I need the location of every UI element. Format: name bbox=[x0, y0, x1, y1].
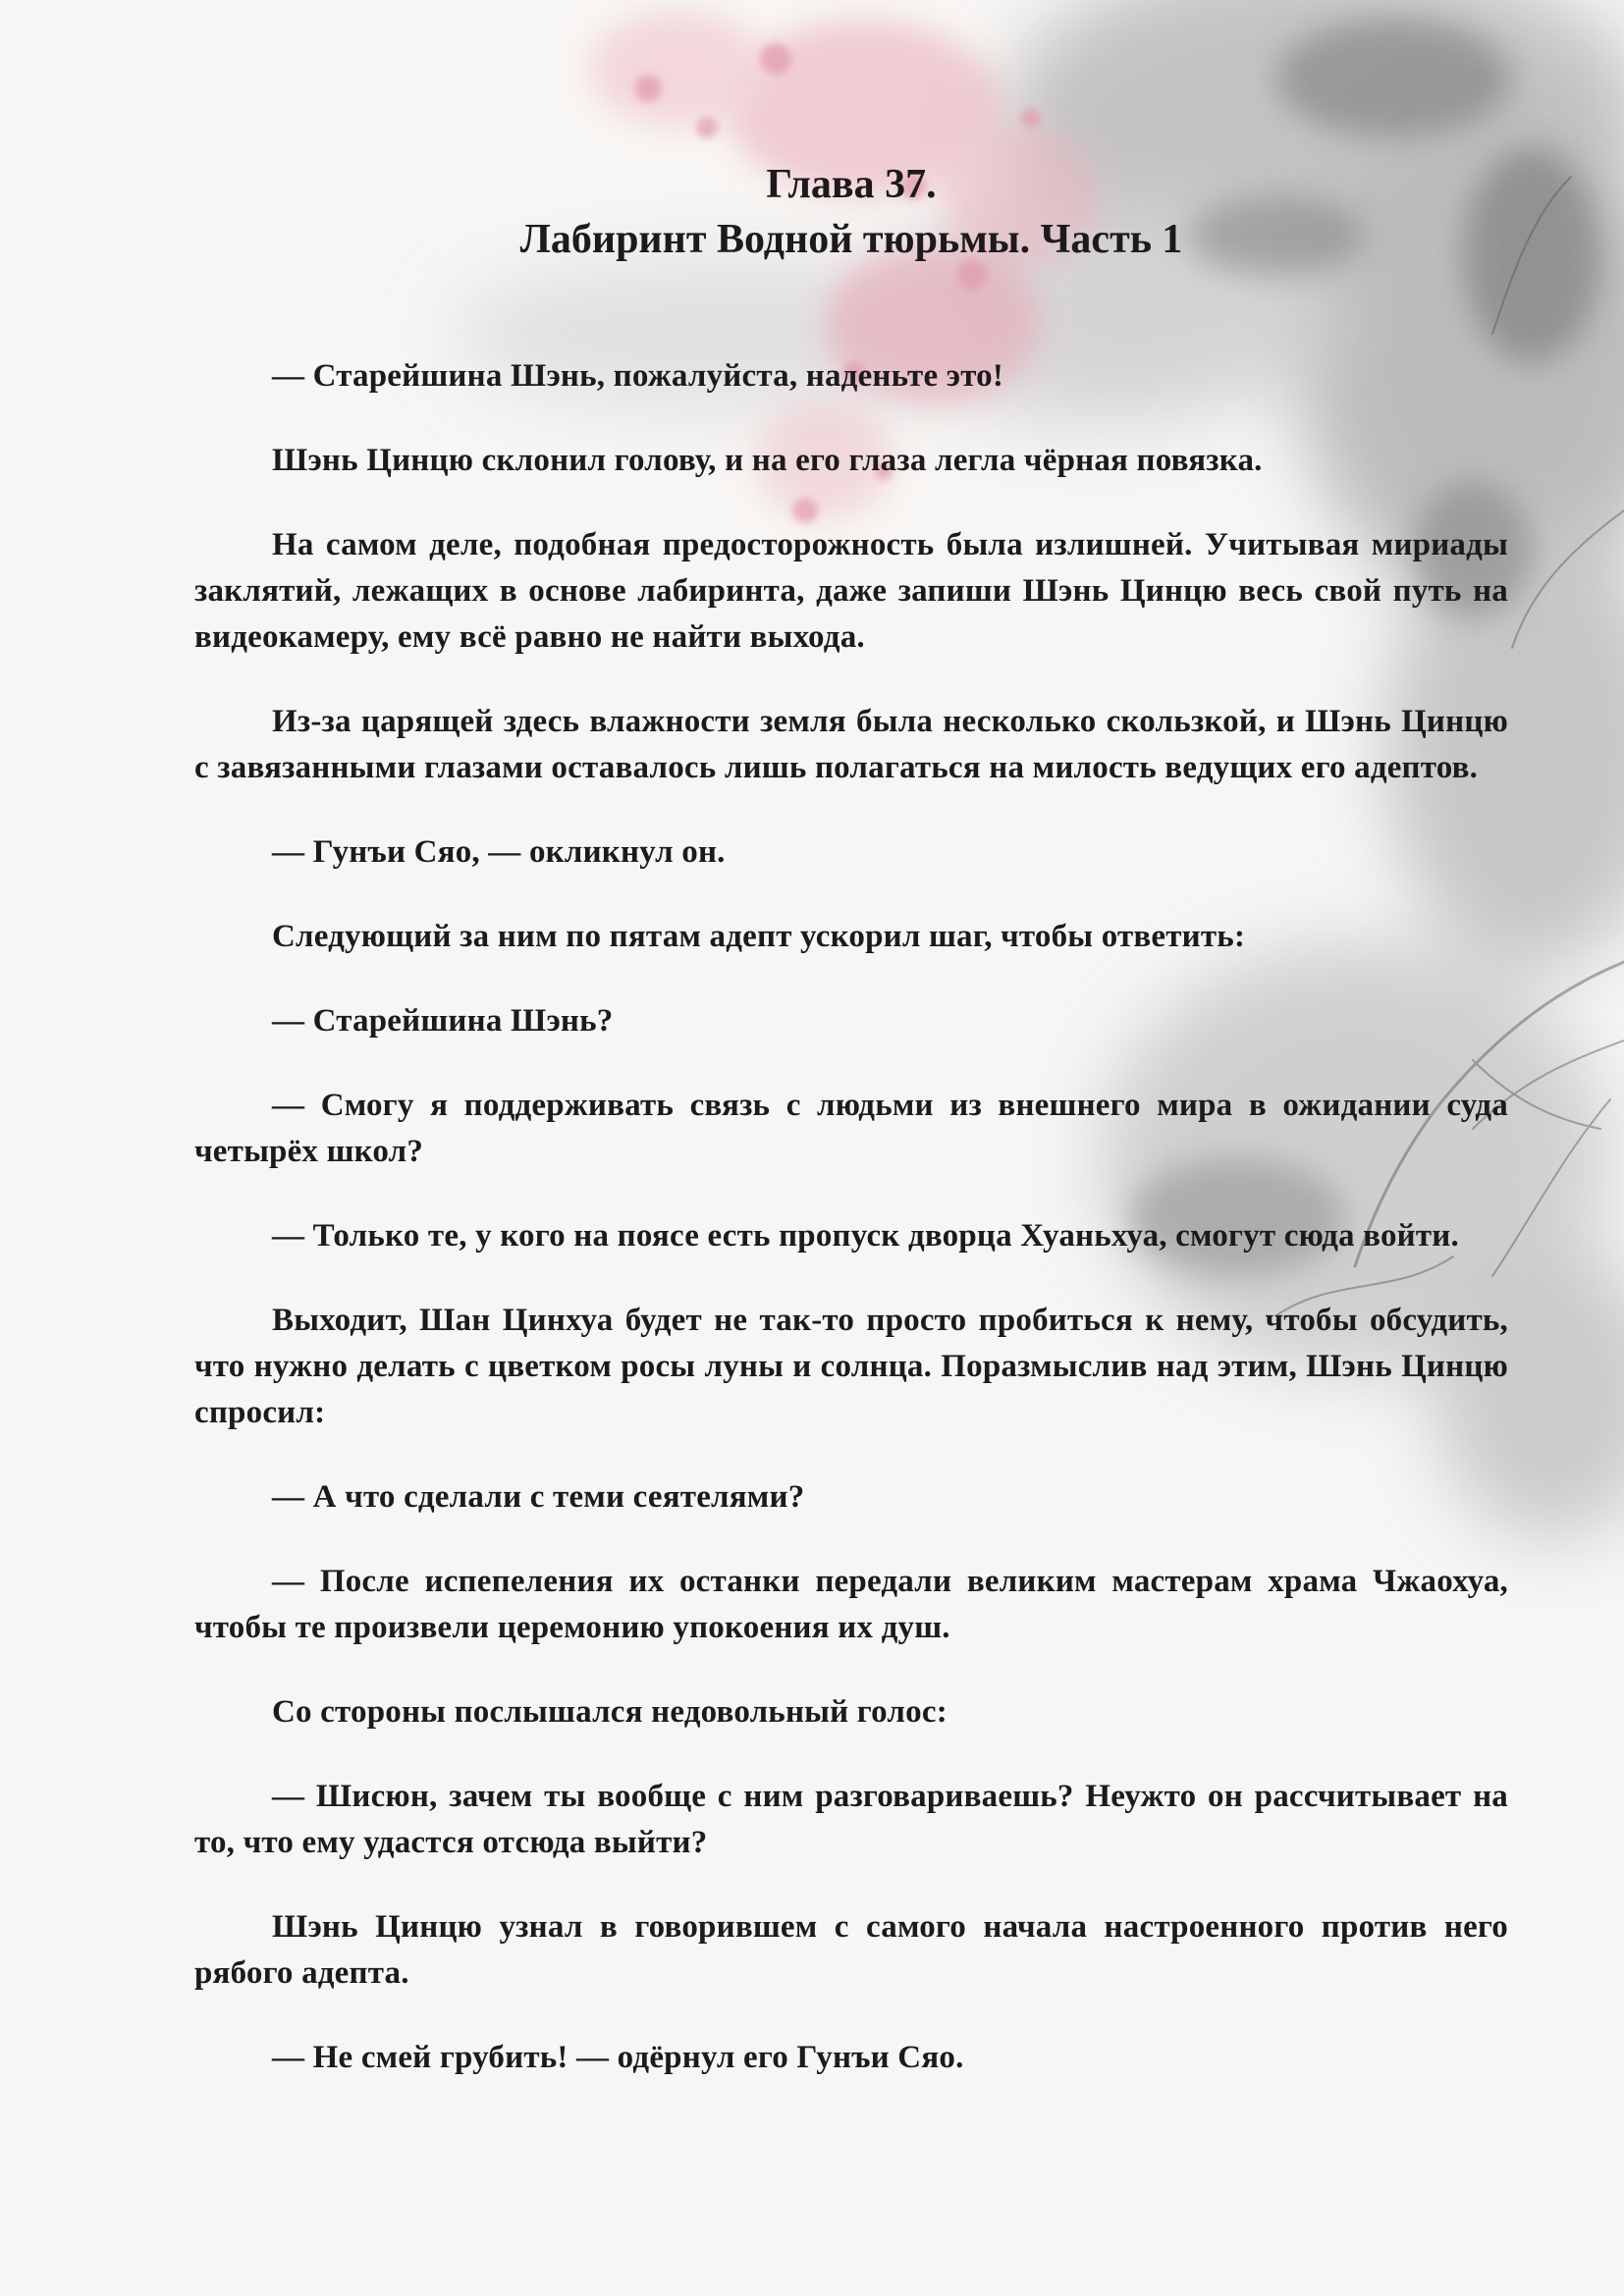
paragraph: — Шисюн, зачем ты вообще с ним разговариваешь? Неужто он рассчитывает на то, что ему удастся отсюда выйти? bbox=[194, 1779, 1508, 1860]
paragraph: Следующий за ним по пятам адепт ускорил шаг, чтобы ответить: bbox=[272, 919, 1246, 954]
chapter-title bbox=[194, 157, 1508, 267]
paragraph: Шэнь Цинцю узнал в говорившем с самого начала настроенного против него рябого адепта. bbox=[194, 1909, 1508, 1991]
chapter-page bbox=[194, 157, 1508, 2119]
chapter-number: Глава 37. bbox=[766, 162, 937, 207]
paragraph: — А что сделали с теми сеятелями? bbox=[272, 1479, 805, 1515]
chapter-subtitle: Лабиринт Водной тюрьмы. Часть 1 bbox=[519, 217, 1183, 262]
paragraph: — Гунъи Сяо, — окликнул он. bbox=[272, 834, 726, 870]
paragraph: — Не смей грубить! — одёрнул его Гунъи Сяо. bbox=[272, 2040, 964, 2075]
paragraph: Со стороны послышался недовольный голос: bbox=[272, 1694, 947, 1730]
paragraph: На самом деле, подобная предосторожность была излишней. Учитывая мириады заклятий, лежащих в основе лабиринта, даже запиши Шэнь Цинцю весь свой путь на видеокамеру, ему всё равно не найти выхода. bbox=[194, 527, 1508, 655]
paragraph: Шэнь Цинцю склонил голову, и на его глаза легла чёрная повязка. bbox=[272, 443, 1263, 478]
paragraph: — После испепеления их останки передали великим мастерам храма Чжаохуа, чтобы те произвели церемонию упокоения их душ. bbox=[194, 1564, 1508, 1645]
paragraph: — Старейшина Шэнь? bbox=[272, 1003, 614, 1039]
paragraph: Из-за царящей здесь влажности земля была несколько скользкой, и Шэнь Цинцю с завязанными глазами оставалось лишь полагаться на милость ведущих его адептов. bbox=[194, 704, 1508, 785]
chapter-body bbox=[194, 353, 1508, 2081]
paragraph: — Только те, у кого на поясе есть пропуск дворца Хуаньхуа, смогут сюда войти. bbox=[272, 1218, 1459, 1254]
paragraph: — Смогу я поддерживать связь с людьми из внешнего мира в ожидании суда четырёх школ? bbox=[194, 1088, 1508, 1169]
paragraph: — Старейшина Шэнь, пожалуйста, наденьте это! bbox=[272, 358, 1004, 394]
paragraph: Выходит, Шан Цинхуа будет не так-то просто пробиться к нему, чтобы обсудить, что нужно делать с цветком росы луны и солнца. Поразмыслив над этим, Шэнь Цинцю спросил: bbox=[194, 1303, 1508, 1430]
